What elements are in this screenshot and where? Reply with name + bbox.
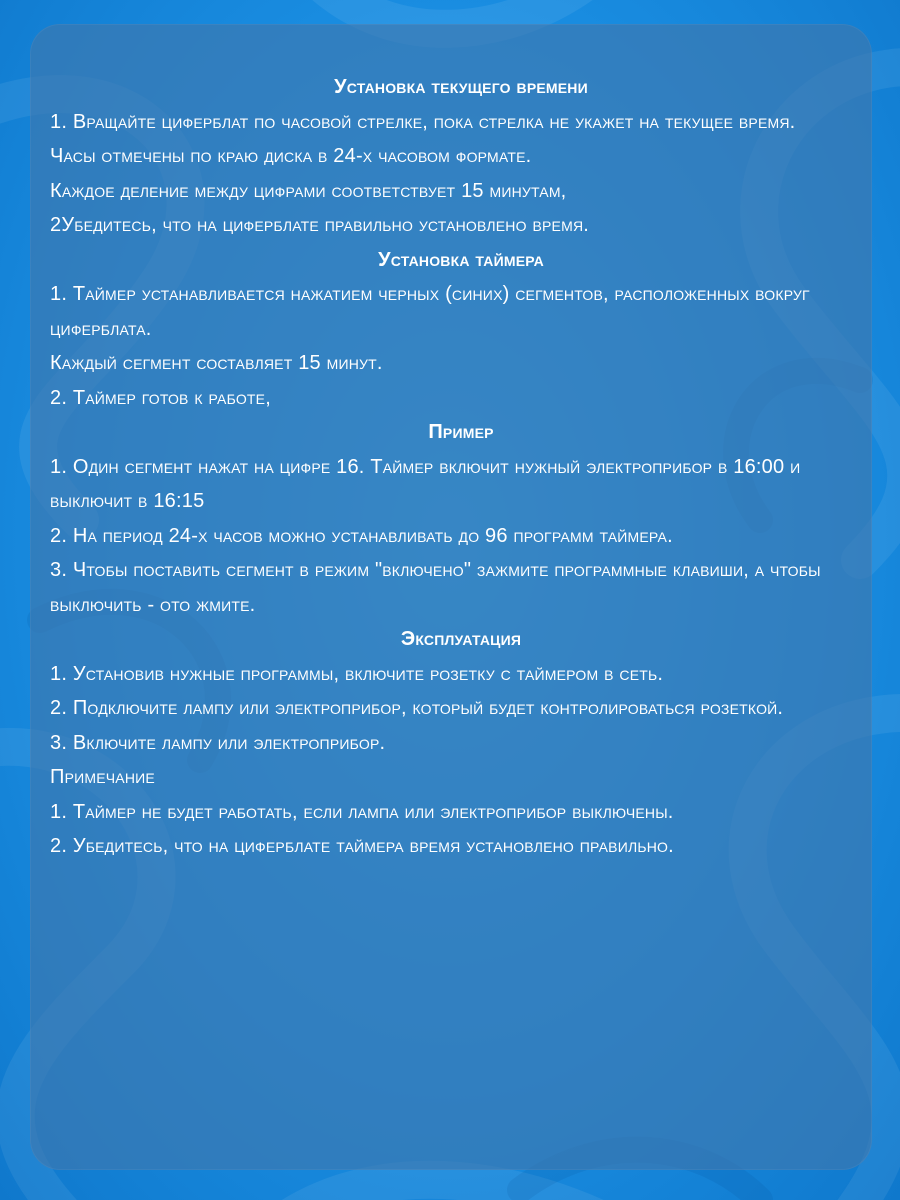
paragraph: 2Убедитесь, что на циферблате правильно установлено время. xyxy=(50,214,590,236)
section-example xyxy=(50,415,872,622)
section-timer-setup xyxy=(50,243,872,416)
paragraph: 3. Чтобы поставить сегмент в режим "включено" зажмите программные клавиши, а чтобы выключить - ото жмите. xyxy=(50,559,821,616)
instructions-content xyxy=(50,70,872,864)
paragraph: 2. Подключите лампу или электроприбор, который будет контролироваться розеткой. xyxy=(50,697,784,719)
paragraph: 2. На период 24-х часов можно устанавливать до 96 программ таймера. xyxy=(50,524,673,547)
paragraph: 1. Вращайте циферблат по часовой стрелке, пока стрелка не укажет на текущее время. xyxy=(50,110,796,133)
section-heading: Установка текущего времени xyxy=(334,76,588,98)
paragraph: 1. Таймер устанавливается нажатием черных (синих) сегментов, расположенных вокруг циферблата. xyxy=(50,283,810,340)
paragraph: Каждый сегмент составляет 15 минут. xyxy=(50,352,383,374)
paragraph: 1. Таймер не будет работать, если лампа или электроприбор выключены. xyxy=(50,800,674,823)
paragraph: 3. Включите лампу или электроприбор. xyxy=(50,731,386,754)
section-operation xyxy=(50,622,872,760)
section-heading: Эксплуатация xyxy=(400,628,522,650)
paragraph: 1. Установив нужные программы, включите розетку с таймером в сеть. xyxy=(50,662,664,685)
paragraph: Каждое деление между цифрами соответствует 15 минутам, xyxy=(50,179,567,202)
section-current-time xyxy=(50,70,872,243)
paragraph: 1. Один сегмент нажат на цифре 16. Таймер включит нужный электроприбор в 16:00 и выключит в 16:15 xyxy=(50,455,801,512)
paragraph: Часы отмечены по краю диска в 24-х часовом формате. xyxy=(50,145,532,167)
section-note xyxy=(50,760,872,864)
paragraph: 2. Убедитесь, что на циферблате таймера время установлено правильно. xyxy=(50,835,674,857)
paragraph: 2. Таймер готов к работе, xyxy=(50,386,271,409)
section-heading: Пример xyxy=(428,421,494,443)
section-heading: Установка таймера xyxy=(378,248,544,271)
note-title: Примечание xyxy=(50,766,155,788)
